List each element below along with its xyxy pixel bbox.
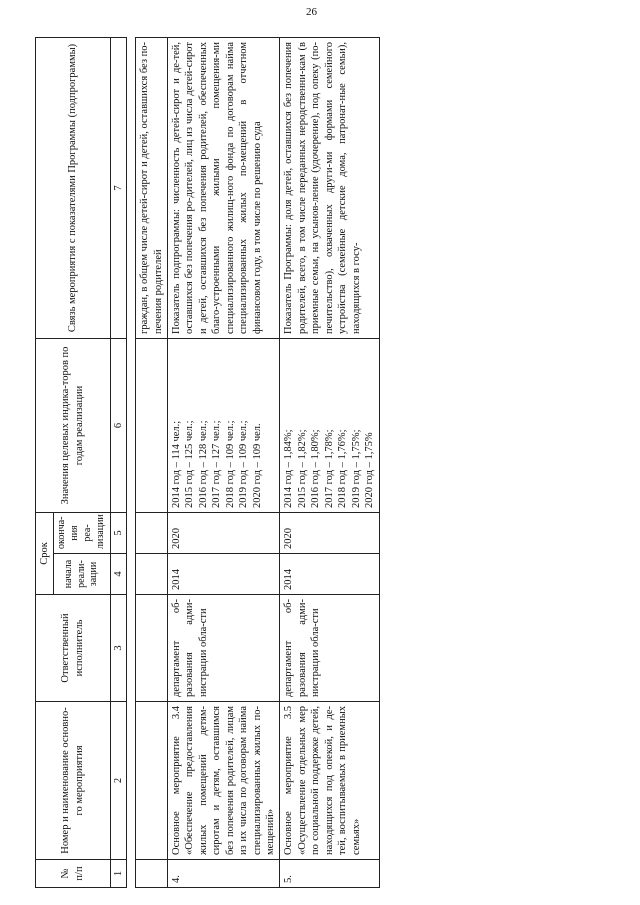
activities-table xyxy=(35,37,380,888)
program-link: Показатель подпрограммы: численность детей-сирот и де-тей, оставшихся без попечения ро-дителей, лиц из числа детей-сирот и детей, оставшихся без попечения родителей, обеспеченных благо-устроенными жилыми помещения-ми специализированного жилищ-ного фонда по договорам найма специализированных жилых по-мещений в отчетном финансовом году, в том числе по решению суда xyxy=(167,37,280,338)
header-start: начала реали-зации xyxy=(54,554,110,595)
indicator-line: 2014 год – 1,84%; xyxy=(283,429,295,508)
indicator-line: 2018 год – 109 чел.; xyxy=(224,420,236,508)
start-year: 2014 xyxy=(167,554,280,595)
program-link: Показатель Программы: доля детей, оставшихся без попечения родителей, всего, в том числе переданных неродственни-кам (в приемные семьи, на усынов-ление (удочерение), под опеку (по-печительство), охваченных други-ми формами семейного устройства (семейные детские дома, патронат-ные семьи), находящихся в госу- xyxy=(280,37,379,338)
page-number: 26 xyxy=(306,6,317,18)
indicator-line: 2019 год – 1,75%; xyxy=(350,429,362,508)
indicator-line: 2016 год – 1,80%; xyxy=(310,429,322,508)
activity-name: Основное мероприятие 3.4 «Обеспечение предоставления жилых помещений детям-сиротам и детям, оставшимся без попечения родителей, лицам из их числа по договорам найма специализированных жилых по-мещений» xyxy=(167,702,280,860)
col-number: 1 xyxy=(110,860,126,888)
col-number: 2 xyxy=(110,702,126,860)
header-term: Срок xyxy=(36,512,54,594)
indicator-line: 2015 год – 125 чел.; xyxy=(184,420,196,508)
indicator-line: 2019 год – 109 чел.; xyxy=(238,420,250,508)
indicator-line: 2018 год – 1,76%; xyxy=(337,429,349,508)
rotated-table-sheet xyxy=(35,38,605,888)
executor: департамент об-разования адми-нистрации обла-сти xyxy=(167,595,280,702)
header-name: Номер и наименование основно-го мероприятия xyxy=(36,702,111,860)
executor: департамент об-разования адми-нистрации обла-сти xyxy=(280,595,379,702)
indicators xyxy=(280,338,379,512)
col-number: 7 xyxy=(110,37,126,338)
header-num: № п/п xyxy=(36,860,111,888)
row-number: 4. xyxy=(167,860,280,888)
indicator-line: 2020 год – 109 чел. xyxy=(251,423,263,508)
col-number: 6 xyxy=(110,338,126,512)
start-year: 2014 xyxy=(280,554,379,595)
header-executor: Ответственный исполнитель xyxy=(36,595,111,702)
header-link: Связь мероприятия с показателями Программы (подпрограммы) xyxy=(36,37,111,338)
header-end: оконча-ния реа-лизации xyxy=(54,512,110,553)
indicator-line: 2016 год – 128 чел.; xyxy=(197,420,209,508)
continuation-cell: граждан, в общем числе детей-сирот и детей, оставшихся без по-печения родителей xyxy=(136,37,168,338)
col-number: 4 xyxy=(110,554,126,595)
end-year: 2020 xyxy=(167,512,280,553)
row-number: 5. xyxy=(280,860,379,888)
indicator-line: 2015 год – 1,82%; xyxy=(296,429,308,508)
activity-name: Основное мероприятие 3.5 «Осуществление отдельных мер по социальной поддержке детей, находящихся под опекой, и де-тей, воспитываемых в приемных семьях» xyxy=(280,702,379,860)
header-indicators: Значения целевых индика-торов по годам реализации xyxy=(36,338,111,512)
end-year: 2020 xyxy=(280,512,379,553)
indicator-line: 2020 год – 1,75% xyxy=(364,432,376,508)
indicator-line: 2017 год – 1,78%; xyxy=(323,429,335,508)
col-number: 3 xyxy=(110,595,126,702)
col-number: 5 xyxy=(110,512,126,553)
indicator-line: 2014 год – 114 чел.; xyxy=(170,420,182,508)
indicators xyxy=(167,338,280,512)
indicator-line: 2017 год – 127 чел.; xyxy=(211,420,223,508)
